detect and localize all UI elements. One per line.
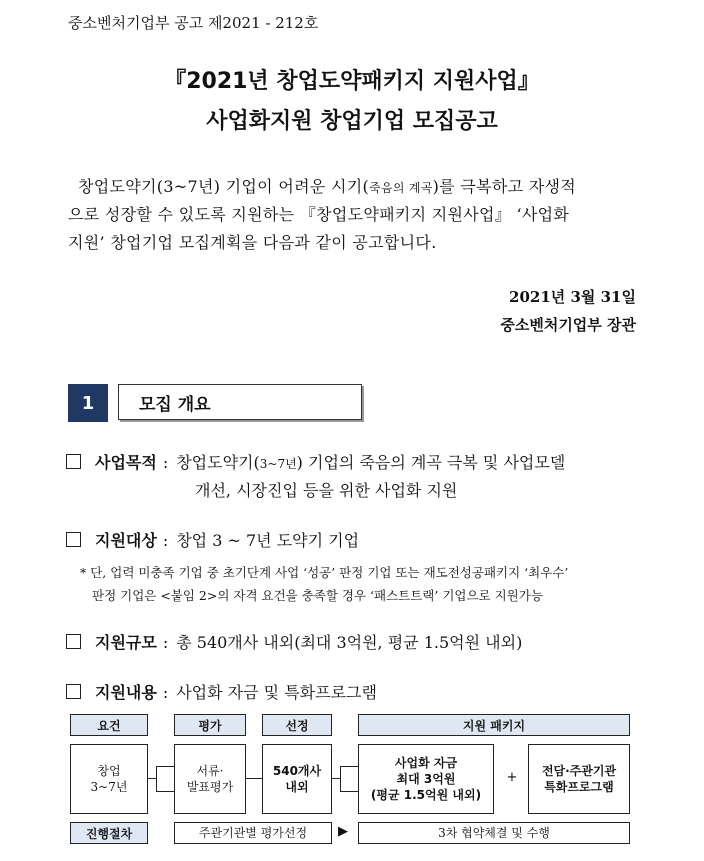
item-purpose-line2: 개선, 시장진입 등을 위한 사업화 지원 bbox=[195, 481, 458, 500]
item-purpose: 사업목적 : 창업도약기(3~7년) 기업의 죽음의 계곡 극복 및 사업모델 bbox=[66, 450, 565, 473]
item-text: 총 540개사 내외(최대 3억원, 평균 1.5억원 내외) bbox=[176, 633, 523, 652]
process-label: 진행절차 bbox=[70, 822, 148, 844]
checkbox-icon bbox=[66, 532, 81, 547]
connector-line bbox=[156, 791, 174, 792]
intro-line-3: 지원’ 창업기업 모집계획을 다음과 같이 공고합니다. bbox=[68, 233, 437, 252]
item-label: 지원내용 bbox=[95, 683, 157, 702]
item-content: 지원내용 : 사업화 자금 및 특화프로그램 bbox=[66, 680, 377, 703]
header-support-package: 지원 패키지 bbox=[358, 714, 630, 736]
connector-line bbox=[156, 766, 174, 767]
section-title: 모집 개요 bbox=[118, 384, 362, 420]
evaluation-box: 서류· 발표평가 bbox=[174, 744, 246, 814]
plus-sign: + bbox=[506, 770, 518, 785]
checkbox-icon bbox=[66, 634, 81, 649]
item-text: 사업화 자금 및 특화프로그램 bbox=[176, 683, 377, 702]
item-label: 지원규모 bbox=[95, 633, 157, 652]
intro-line-2: 으로 성장할 수 있도록 지원하는 『창업도약패키지 지원사업』 ‘사업화 bbox=[68, 205, 570, 224]
funding-box: 사업화 자금 최대 3억원 (평균 1.5억원 내외) bbox=[358, 744, 494, 814]
footnote-line-2: 판정 기업은 <붙임 2>의 자격 요건을 충족할 경우 ‘패스트트랙’ 기업으로 지원가능 bbox=[92, 588, 543, 603]
connector-line bbox=[340, 766, 341, 792]
item-label: 지원대상 bbox=[95, 531, 157, 550]
process-step-1: 주관기관별 평가선정 bbox=[174, 822, 332, 844]
intro-line-1: 창업도약기(3~7년) 기업이 어려운 시기(죽음의 계곡)를 극복하고 자생적 bbox=[78, 177, 576, 196]
announcing-authority: 중소벤처기업부 장관 bbox=[500, 316, 636, 334]
document-subtitle: 사업화지원 창업기업 모집공고 bbox=[206, 109, 498, 134]
header-evaluation: 평가 bbox=[174, 714, 246, 736]
document-title: 『2021년 창업도약패키지 지원사업』 bbox=[164, 69, 540, 94]
requirement-box: 창업 3~7년 bbox=[70, 744, 148, 814]
program-box: 전담·주관기관 특화프로그램 bbox=[528, 744, 630, 814]
selection-box: 540개사 내외 bbox=[262, 744, 332, 814]
item-target: 지원대상 : 창업 3 ~ 7년 도약기 기업 bbox=[66, 528, 359, 551]
connector-line bbox=[332, 778, 340, 779]
header-selection: 선정 bbox=[262, 714, 332, 736]
connector-line bbox=[340, 766, 358, 767]
connector-line bbox=[148, 778, 156, 779]
section-number: 1 bbox=[68, 384, 108, 422]
checkbox-icon bbox=[66, 454, 81, 469]
item-text: 창업도약기(3~7년) 기업의 죽음의 계곡 극복 및 사업모델 bbox=[176, 453, 566, 472]
notice-number: 중소벤처기업부 공고 제2021 - 212호 bbox=[68, 14, 319, 32]
checkbox-icon bbox=[66, 684, 81, 699]
announcement-date: 2021년 3월 31일 bbox=[509, 288, 636, 306]
arrow-right-icon: ▶ bbox=[338, 824, 348, 839]
connector-line bbox=[156, 766, 157, 792]
item-label: 사업목적 bbox=[95, 453, 157, 472]
process-step-2: 3차 협약체결 및 수행 bbox=[358, 822, 630, 844]
connector-line bbox=[340, 791, 358, 792]
item-text: 창업 3 ~ 7년 도약기 기업 bbox=[176, 531, 360, 550]
header-requirement: 요건 bbox=[70, 714, 148, 736]
footnote-line-1: * 단, 업력 미충족 기업 중 초기단계 사업 ‘성공’ 판정 기업 또는 재도전성공패키지 ‘최우수’ bbox=[80, 565, 569, 580]
item-scale: 지원규모 : 총 540개사 내외(최대 3억원, 평균 1.5억원 내외) bbox=[66, 630, 522, 653]
connector-line bbox=[246, 778, 262, 779]
